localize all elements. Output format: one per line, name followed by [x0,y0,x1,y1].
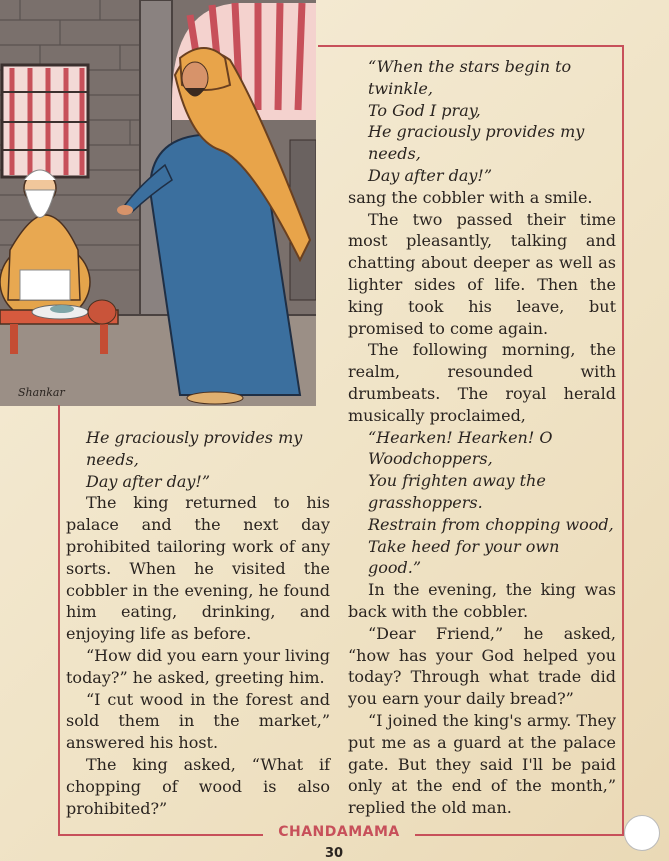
frame-line-left [58,405,60,835]
verse-line: “When the stars begin to twinkle, [368,57,572,98]
paragraph: “Dear Friend,” he asked, “how has your God helped you today? Through what trade did you earn your daily bread?” [348,623,616,709]
herald-line: Take heed for your own good.” [368,536,560,578]
paragraph: sang the cobbler with a smile. [348,187,593,207]
page-number: 30 [324,846,344,861]
verse-line: Day after day!” [368,165,493,185]
herald-line: Restrain from chopping wood, [368,514,614,534]
story-illustration [0,0,316,406]
frame-line-bottom-left [58,834,263,836]
left-column [66,427,330,819]
frame-line-right [622,45,624,835]
paragraph: “I joined the king's army. They put me as a guard at the palace gate. But they said I'll be paid only at the end of the month,” replied the old man. [348,710,616,818]
verse-line: He graciously provides my [86,428,303,447]
verse-line: Day after day!” [86,471,211,491]
paragraph: The two passed their time most pleasantly, talking and chatting about deeper as well as lighter sides of life. Then the king took his leave, but promised to come again. [348,209,616,338]
frame-line-bottom-right [415,834,624,836]
paragraph: The king returned to his palace and the next day prohibited tailoring work of any sorts. When he visited the cobbler in the evening, he found him eating, drinking, and enjoying life as before. [66,493,330,644]
paragraph: The following morning, the realm, resounded with drumbeats. The royal herald musically proclaimed, [348,340,616,425]
illustrator-signature: Shankar [18,386,65,399]
frame-line-top [318,45,624,47]
illustration-svg [0,0,316,406]
herald-line: You frighten away the grasshoppers. [368,471,546,512]
library-stamp [624,815,660,851]
herald-line: “Hearken! Hearken! O Woodchoppers, [368,427,553,469]
verse-line: To God I pray, [368,100,481,120]
verse-line: needs, [86,449,139,469]
paragraph: “I cut wood in the forest and sold them in the market,” answered his host. [66,689,330,753]
paragraph: In the evening, the king was back with the cobbler. [348,580,616,621]
paragraph: The king asked, “What if chopping of wood is also prohibited?” [66,754,330,818]
right-column [348,56,616,819]
paragraph: “How did you earn your living today?” he asked, greeting him. [66,645,330,687]
verse-line: He graciously provides my needs, [368,122,585,164]
magazine-title: CHANDAMAMA [278,824,400,840]
